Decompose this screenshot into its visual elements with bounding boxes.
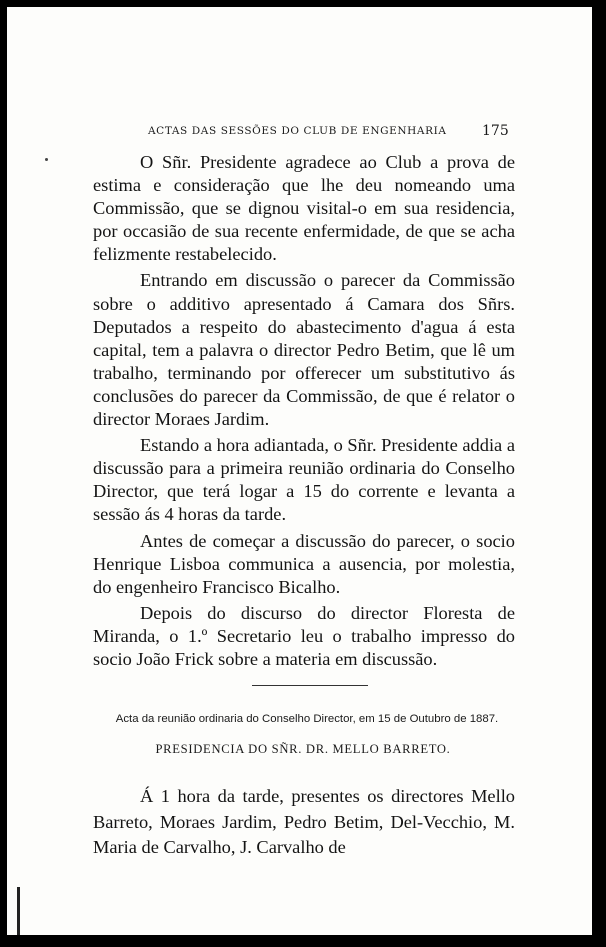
paragraph-session-adjourned: Estando a hora adiantada, o Sñr. Presidente addia a discussão para a primeira reunião ordinaria do Conselho Director, que terá logar a 15 do corrente e levanta a sessão ás 4 horas da tarde.: [93, 435, 515, 525]
section-divider: [252, 685, 368, 686]
minutes-heading: Acta da reunião ordinaria do Conselho Director, em 15 de Outubro de 1887.: [115, 713, 499, 725]
binding-shadow: [17, 887, 20, 935]
minutes-opening-block: [93, 784, 515, 861]
paragraph-minutes-opening: Á 1 hora da tarde, presentes os directores Mello Barreto, Moraes Jardim, Pedro Betim, Del-Vecchio, M. Maria de Carvalho, J. Carvalho de: [93, 786, 515, 857]
page-number: 175: [482, 123, 509, 139]
body-text: [93, 151, 515, 671]
ink-speck: [45, 158, 48, 161]
running-title: ACTAS DAS SESSÕES DO CLUB DE ENGENHARIA: [148, 125, 447, 137]
paragraph-frick-paper: Depois do discurso do director Floresta de Miranda, o 1.º Secretario leu o trabalho impresso do socio João Frick sobre a materia em discussão.: [93, 602, 515, 669]
scan-border: [592, 0, 606, 947]
paragraph-absence-notice: Antes de começar a discussão do parecer, o socio Henrique Lisboa communica a ausencia, por molestia, do engenheiro Francisco Bicalho.: [93, 530, 515, 597]
book-page: [7, 7, 592, 935]
paragraph-water-supply-discussion: Entrando em discussão o parecer da Commissão sobre o additivo apresentado á Camara dos Sñrs. Deputados a respeito do abastecimento d'agua á esta capital, tem a palavra o director Pedro Betim, que lê um trabalho, terminando por offerecer um substitutivo ás conclusões do parecer da Commissão, de que é relator o director Moraes Jardim.: [93, 270, 515, 430]
page-header: [7, 125, 592, 145]
paragraph-president-thanks: O Sñr. Presidente agradece ao Club a prova de estima e consideração que lhe deu nomeando uma Commissão, que se dignou visital-o em sua residencia, por occasião de sua recente enfermidade, de que se acha felizmente restabelecido.: [93, 152, 515, 265]
presidency-line: PRESIDENCIA DO SÑR. DR. MELLO BARRETO.: [155, 742, 451, 756]
